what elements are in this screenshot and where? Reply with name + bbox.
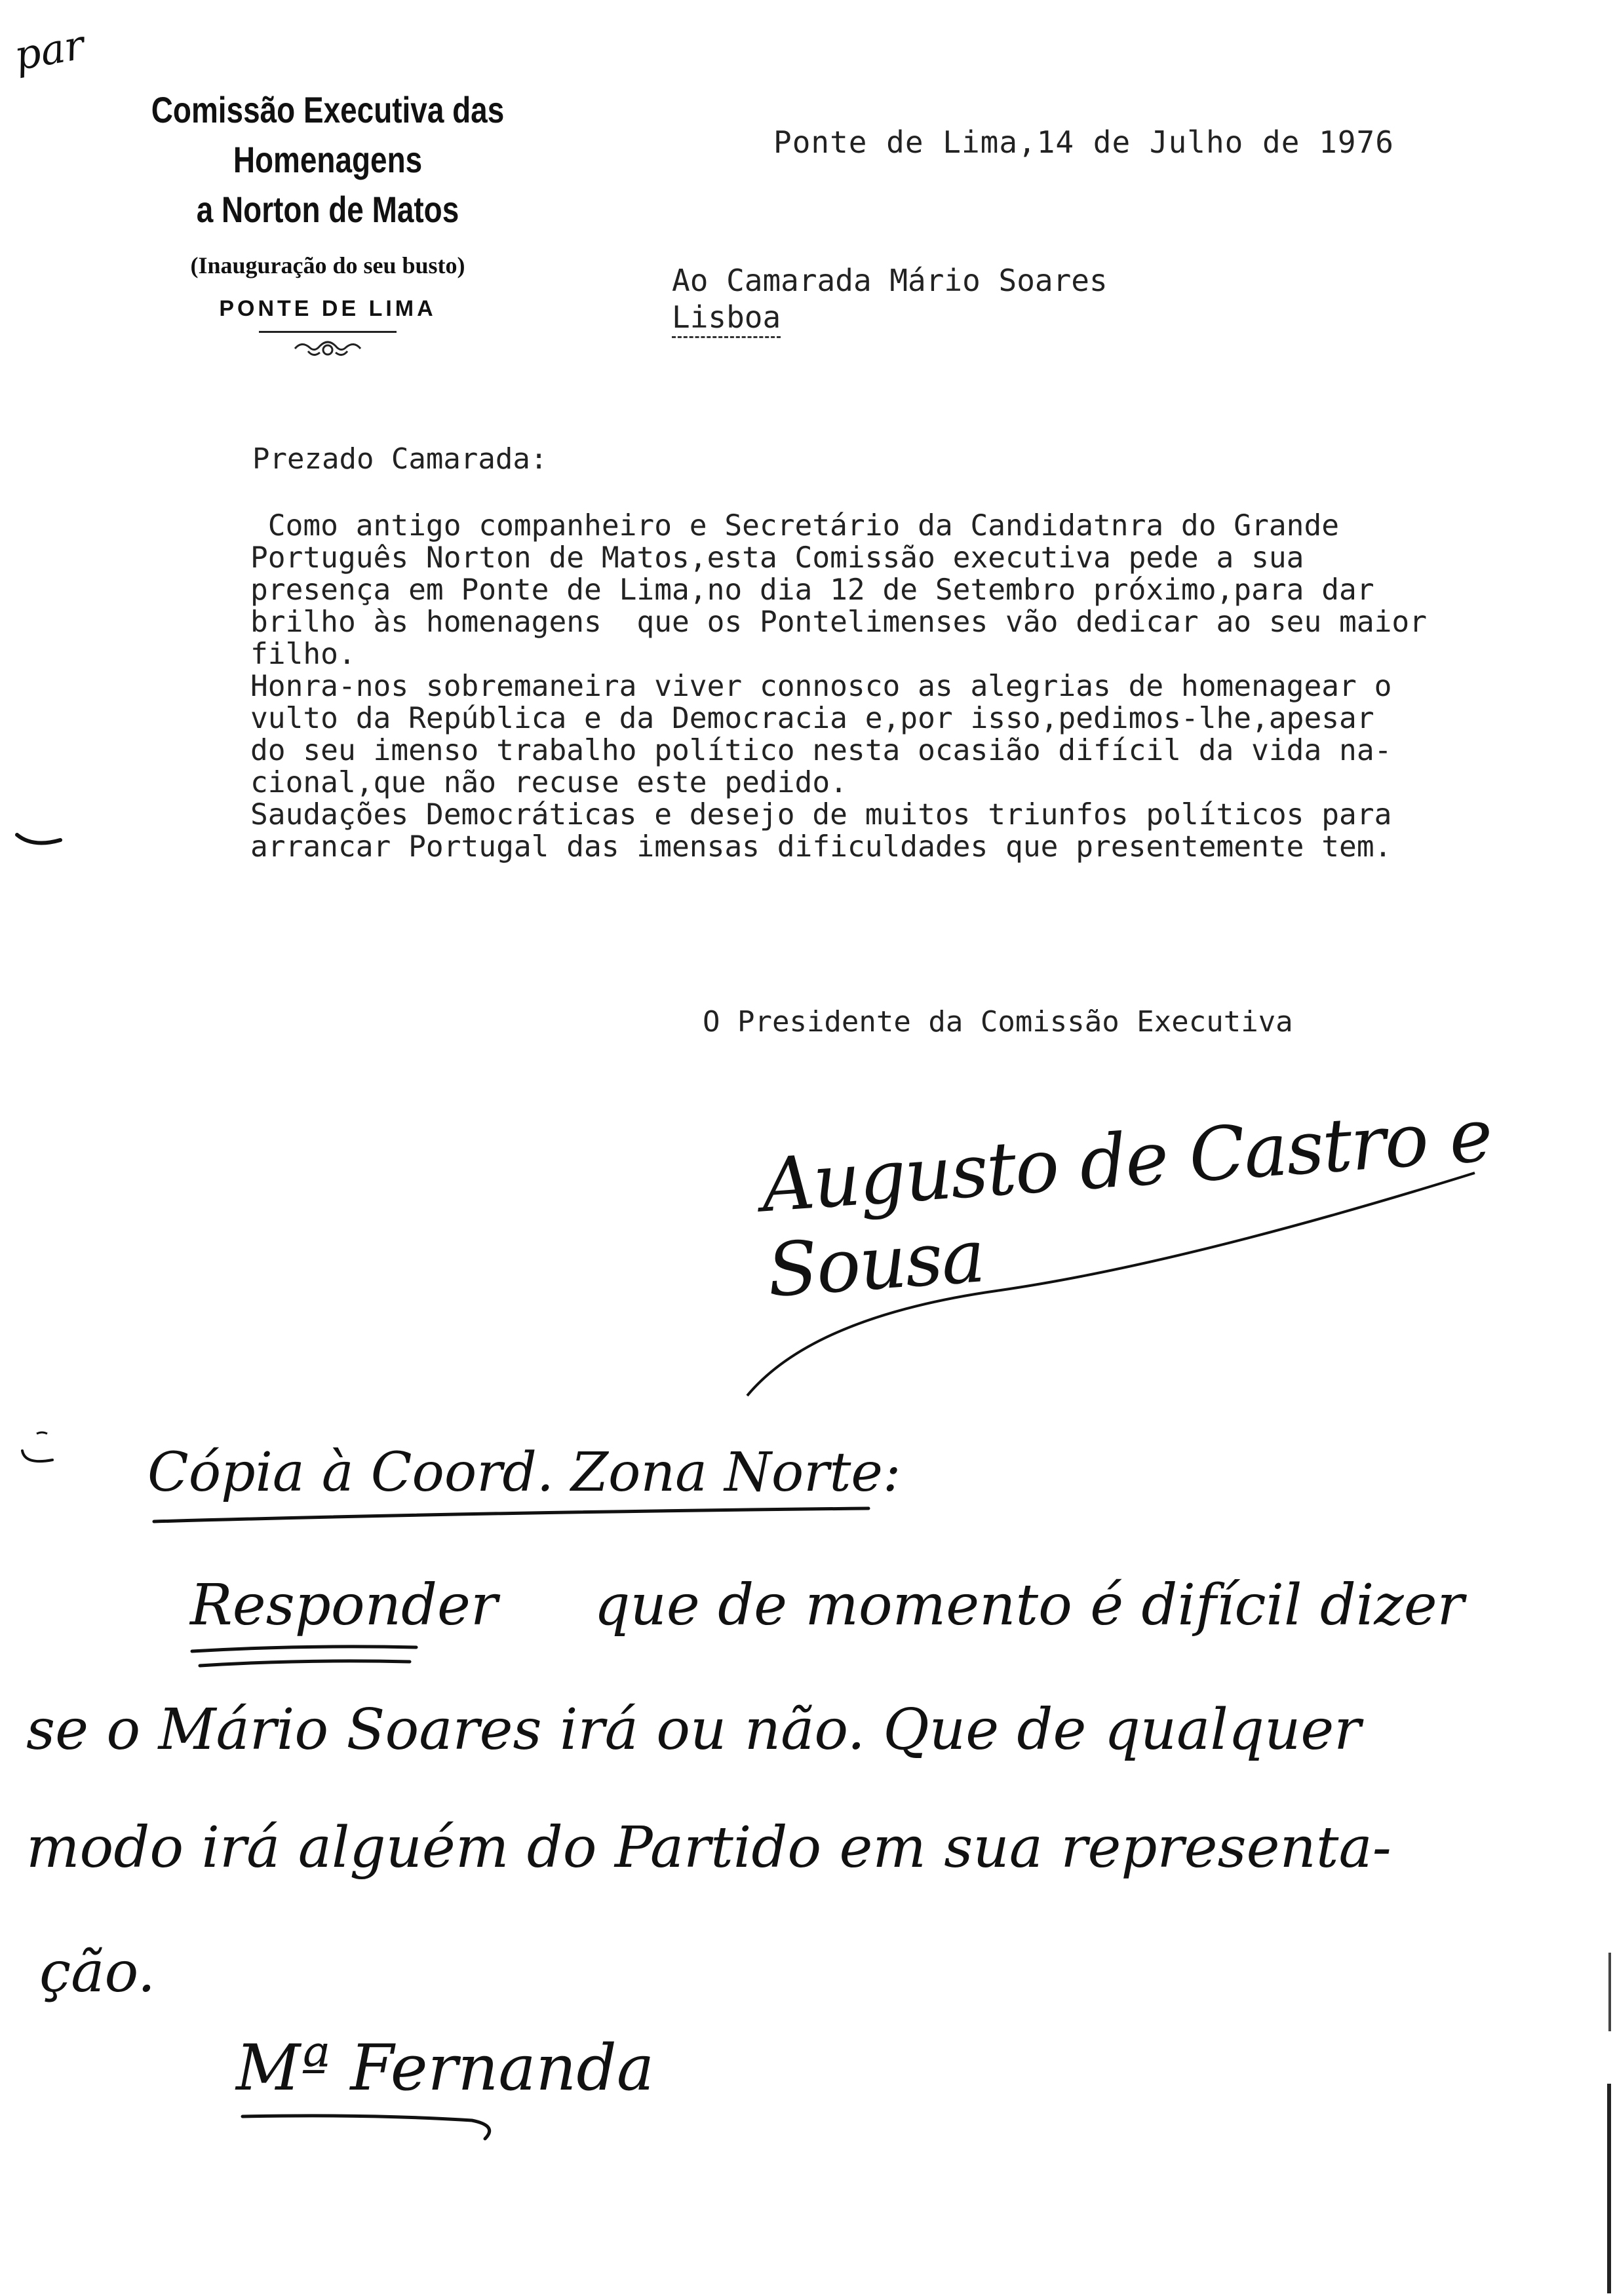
note-heading: Cópia à Coord. Zona Norte: [147, 1442, 901, 1504]
note-keyword-underline [187, 1638, 423, 1677]
scan-edge-mark [1607, 2084, 1611, 2293]
note-line: se o Mário Soares irá ou não. Que de qualquer [26, 1697, 1361, 1763]
body-line: do seu imenso trabalho político nesta ocasião difícil da vida na- [250, 734, 1392, 767]
president-signature: Augusto de Castro e Sousa [758, 1092, 1494, 1314]
body-line: filho. [250, 638, 356, 671]
letterhead [39, 85, 616, 362]
letterhead-rule [259, 331, 397, 333]
letterhead-subtitle: (Inauguração do seu busto) [190, 252, 465, 278]
body-line: cional,que não recuse este pedido. [250, 766, 847, 799]
note-heading-underline [147, 1502, 882, 1535]
letter-body [250, 510, 1601, 863]
signature-flourish [721, 1153, 1508, 1402]
addressee-block [672, 262, 1108, 335]
letterhead-city: PONTE DE LIMA [219, 296, 437, 321]
ornament-icon [288, 335, 367, 362]
body-line: brilho às homenagens que os Pontelimenses vão dedicar ao seu maior [250, 605, 1428, 639]
body-line: Honra-nos sobremaneira viver connosco as alegrias de homenagear o [250, 670, 1392, 703]
note-line [190, 1573, 1464, 1638]
note-line: modo irá alguém do Partido em sua representa- [26, 1815, 1391, 1881]
body-line: Português Norton de Matos,esta Comissão executiva pede a sua [250, 541, 1304, 575]
note-signature-underline [236, 2103, 511, 2149]
addressee-name: Ao Camarada Mário Soares [672, 263, 1108, 298]
margin-mark [13, 1428, 66, 1474]
letterhead-title-line1: Comissão Executiva das Homenagens [151, 89, 505, 180]
note-text: que de momento é difícil dizer [594, 1573, 1464, 1638]
letterhead-title-line2: a Norton de Matos [196, 189, 459, 230]
body-line: Como antigo companheiro e Secretário da Candidatnra do Grande [250, 509, 1340, 543]
body-line: presença em Ponte de Lima,no dia 12 de Setembro próximo,para dar [250, 573, 1374, 607]
addressee-city: Lisboa [672, 299, 781, 338]
scan-edge-mark [1608, 1953, 1611, 2031]
note-line: ção. [39, 1940, 156, 2005]
margin-note: par [10, 20, 88, 80]
closing-title: O Presidente da Comissão Executiva [703, 1005, 1293, 1039]
body-line: Saudações Democráticas e desejo de muitos triunfos políticos para [250, 798, 1392, 832]
letter-date: Ponte de Lima,14 de Julho de 1976 [773, 124, 1394, 160]
note-signature: Mª Fernanda [236, 2031, 655, 2105]
salutation: Prezado Camarada: [252, 442, 548, 476]
margin-mark [13, 827, 66, 853]
body-line: vulto da República e da Democracia e,por isso,pedimos-lhe,apesar [250, 702, 1374, 735]
body-line: arrancar Portugal das imensas dificuldades que presentemente tem. [250, 830, 1392, 864]
note-keyword: Responder [190, 1573, 498, 1638]
